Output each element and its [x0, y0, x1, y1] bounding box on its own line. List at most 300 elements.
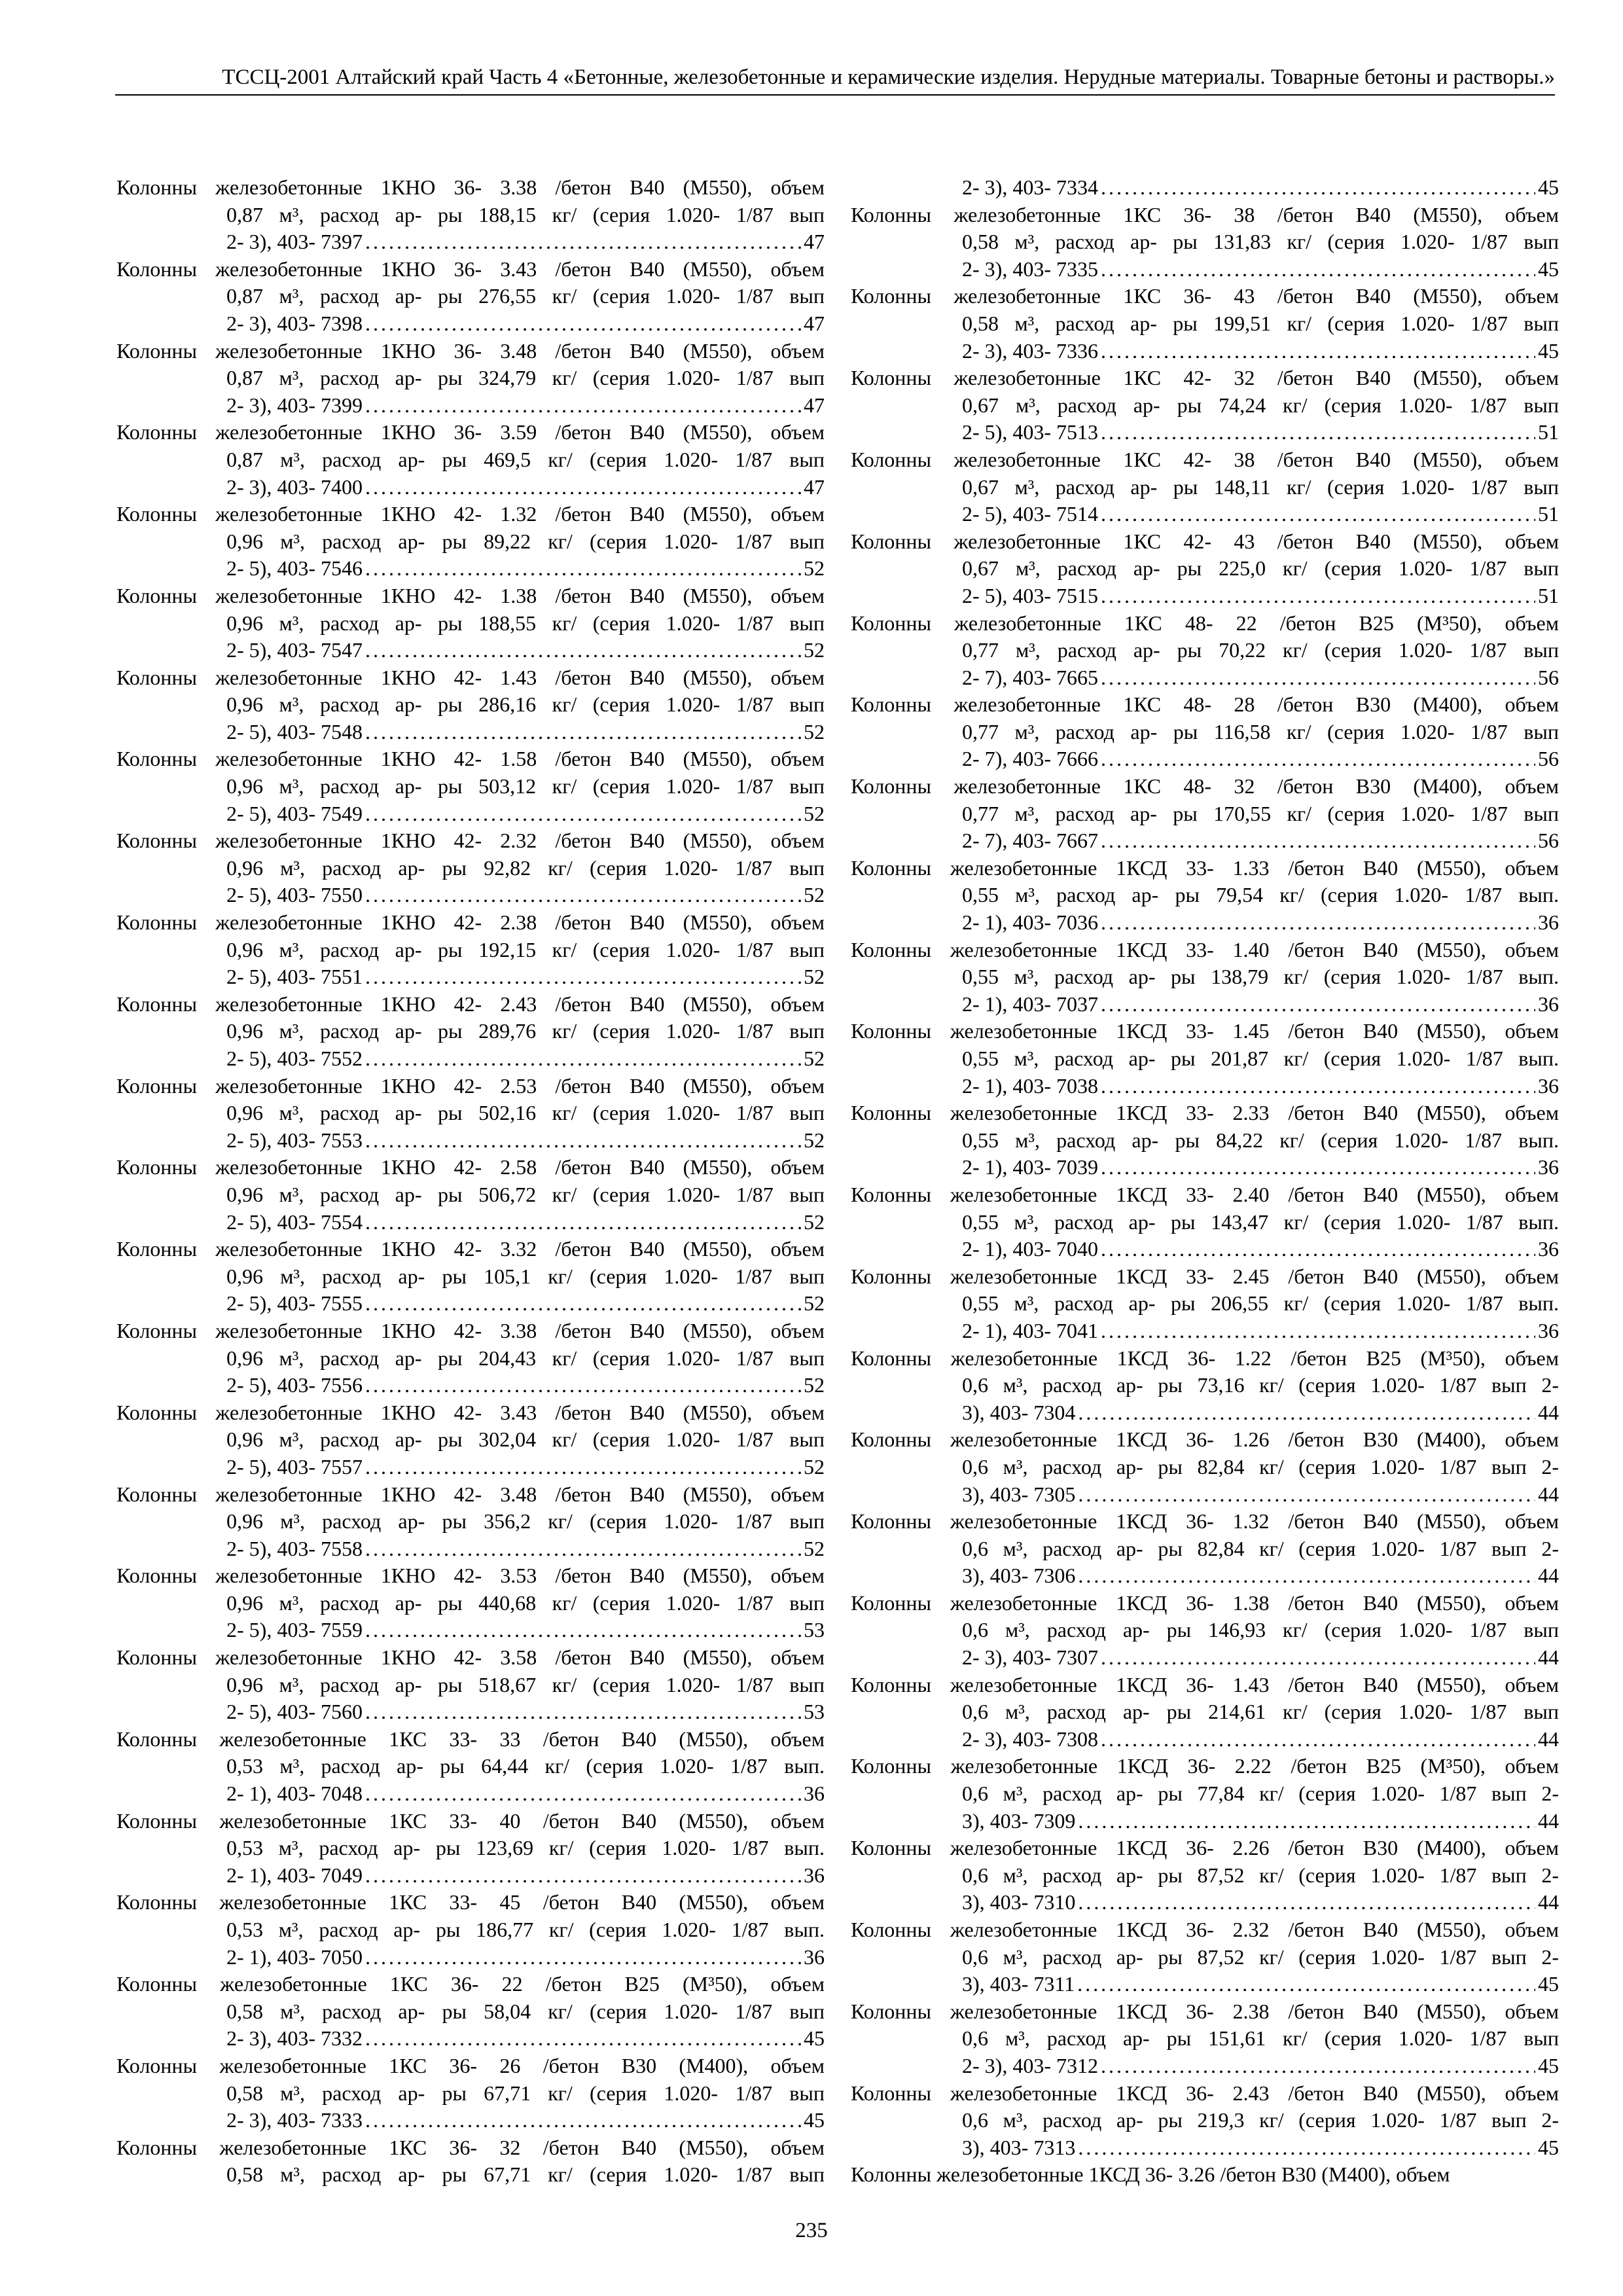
entry-reference: 3), 403- 7313	[962, 2135, 1076, 2159]
entry-reference-line	[851, 1971, 1559, 1998]
entry-reference-line	[116, 392, 825, 420]
entry-description: 0,96 м³, расход ар- ры 289,76 кг/ (серия 1.020- 1/87 вып	[226, 1019, 825, 1043]
entry-title: Колонны железобетонные 1КНО 36- 3.43 /бетон В40 (М550), объем	[116, 257, 825, 281]
entry-page-number: 45	[1538, 2053, 1559, 2077]
entry-page-number: 44	[1538, 1645, 1559, 1670]
dot-leader	[365, 1454, 801, 1481]
entry-reference-line	[116, 1290, 825, 1318]
index-entry	[116, 256, 825, 338]
entry-page-number: 52	[804, 638, 825, 662]
index-entry	[116, 991, 825, 1073]
index-entry	[116, 583, 825, 664]
page-number: 235	[795, 2219, 828, 2242]
entry-title: Колонны железобетонные 1КНО 42- 2.53 /бетон В40 (М550), объем	[116, 1073, 825, 1098]
entry-description: 0,6 м³, расход ар- ры 146,93 кг/ (серия 1.020- 1/87 вып	[962, 1618, 1559, 1642]
dot-leader	[1101, 419, 1535, 446]
entry-page-number: 44	[1538, 1400, 1559, 1424]
entry-description: 0,87 м³, расход ар- ры 276,55 кг/ (серия 1.020- 1/87 вып	[226, 284, 825, 308]
entry-title: Колонны железобетонные 1КНО 42- 3.48 /бетон В40 (М550), объем	[116, 1482, 825, 1506]
page-header	[115, 64, 1555, 96]
entry-title: Колонны железобетонные 1КНО 42- 1.58 /бетон В40 (М550), объем	[116, 747, 825, 771]
entry-description: 0,67 м³, расход ар- ры 74,24 кг/ (серия 1.020- 1/87 вып	[962, 393, 1559, 417]
header-title: ТССЦ-2001 Алтайский край Часть 4 «Бетонные, железобетонные и керамические изделия. Нерудные материалы. Товарные бетоны и растворы.»	[222, 65, 1555, 89]
entry-title: Колонны железобетонные 1КС 36- 38 /бетон В40 (М550), объем	[851, 202, 1559, 226]
entry-reference: 2- 3), 403- 7398	[226, 311, 363, 335]
entry-reference: 2- 5), 403- 7549	[226, 801, 363, 825]
entry-page-number: 45	[1538, 175, 1559, 199]
entry-title: Колонны железобетонные 1КСД 33- 1.33 /бетон В40 (М550), объем	[851, 855, 1559, 880]
entry-page-number: 52	[804, 1210, 825, 1234]
dot-leader	[365, 882, 801, 909]
dot-leader	[1101, 583, 1535, 610]
entry-page-number: 47	[804, 393, 825, 417]
entry-reference-line	[116, 719, 825, 746]
entry-reference: 2- 3), 403- 7308	[962, 1727, 1098, 1751]
entry-page-number: 52	[804, 1536, 825, 1560]
entry-page-number: 52	[804, 1373, 825, 1397]
index-entry	[851, 283, 1559, 365]
index-entry	[851, 1018, 1559, 1100]
entry-reference-line	[116, 1045, 825, 1073]
entry-reference-line	[851, 1808, 1559, 1835]
entry-reference-line	[116, 1127, 825, 1155]
entry-reference: 2- 3), 403- 7335	[962, 257, 1098, 281]
entry-page-number: 56	[1538, 665, 1559, 689]
entry-reference-line	[851, 1644, 1559, 1672]
index-entry	[851, 1916, 1559, 1998]
entry-page-number: 52	[804, 719, 825, 744]
entry-description: 0,55 м³, расход ар- ры 201,87 кг/ (серия 1.020- 1/87 вып.	[962, 1047, 1559, 1070]
index-entry	[116, 419, 825, 501]
entry-description: 0,96 м³, расход ар- ры 105,1 кг/ (серия 1.020- 1/87 вып	[226, 1264, 825, 1288]
dot-leader	[1101, 338, 1535, 365]
entry-page-number: 36	[804, 1863, 825, 1887]
entry-reference-line	[116, 800, 825, 828]
entry-title: Колонны железобетонные 1КСД 36- 2.26 /бетон В30 (М400), объем	[851, 1836, 1559, 1860]
entry-reference: 2- 7), 403- 7666	[962, 747, 1098, 771]
entry-title: Колонны железобетонные 1КС 33- 33 /бетон В40 (М550), объем	[116, 1727, 825, 1751]
index-entry	[851, 1426, 1559, 1508]
entry-page-number: 56	[1538, 747, 1559, 771]
entry-page-number: 45	[1538, 338, 1559, 363]
entry-reference: 2- 5), 403- 7560	[226, 1700, 363, 1724]
index-entry	[116, 1562, 825, 1644]
entry-description: 0,96 м³, расход ар- ры 89,22 кг/ (серия 1.020- 1/87 вып	[226, 529, 825, 553]
entry-description: 0,87 м³, расход ар- ры 469,5 кг/ (серия 1.020- 1/87 вып	[226, 447, 825, 471]
entry-description: 0,96 м³, расход ар- ры 440,68 кг/ (серия 1.020- 1/87 вып	[226, 1590, 825, 1615]
entry-reference: 2- 5), 403- 7514	[962, 502, 1098, 526]
entry-page-number: 45	[1538, 1972, 1559, 1996]
entry-reference-line	[116, 2107, 825, 2134]
entry-title: Колонны железобетонные 1КС 42- 32 /бетон В40 (М550), объем	[851, 366, 1559, 390]
entry-reference-line	[116, 1862, 825, 1890]
dot-leader	[365, 963, 801, 991]
entry-title: Колонны железобетонные 1КНО 42- 3.58 /бетон В40 (М550), объем	[116, 1645, 825, 1670]
entry-title: Колонны железобетонные 1КСД 36- 1.38 /бетон В40 (М550), объем	[851, 1590, 1559, 1615]
entry-description: 0,55 м³, расход ар- ры 79,54 кг/ (серия 1.020- 1/87 вып.	[962, 883, 1559, 907]
index-entry	[851, 773, 1559, 855]
entry-title: Колонны железобетонные 1КС 33- 45 /бетон В40 (М550), объем	[116, 1890, 825, 1914]
dot-leader	[1101, 1318, 1535, 1345]
entry-reference-line	[851, 419, 1559, 446]
index-entry	[851, 610, 1559, 692]
entry-title: Колонны железобетонные 1КНО 36- 3.59 /бетон В40 (М550), объем	[116, 420, 825, 444]
entry-reference: 3), 403- 7310	[962, 1890, 1076, 1914]
entry-description: 0,6 м³, расход ар- ры 82,84 кг/ (серия 1.020- 1/87 вып 2-	[962, 1536, 1559, 1560]
entry-reference: 3), 403- 7305	[962, 1482, 1076, 1506]
dot-leader	[1101, 1726, 1535, 1753]
entry-description: 0,96 м³, расход ар- ры 502,16 кг/ (серия 1.020- 1/87 вып	[226, 1101, 825, 1125]
entry-reference-line	[851, 991, 1559, 1018]
entry-reference-line	[851, 1236, 1559, 1263]
entry-reference-line	[851, 2134, 1559, 2162]
entry-description: 0,77 м³, расход ар- ры 70,22 кг/ (серия 1.020- 1/87 вып	[962, 638, 1559, 662]
entry-title: Колонны железобетонные 1КСД 33- 2.33 /бетон В40 (М550), объем	[851, 1101, 1559, 1125]
entry-title: Колонны железобетонные 1КС 42- 43 /бетон В40 (М550), объем	[851, 529, 1559, 553]
index-entry	[116, 827, 825, 909]
dot-leader	[365, 555, 801, 583]
entry-reference: 3), 403- 7311	[962, 1972, 1075, 1996]
entry-page-number: 51	[1538, 420, 1559, 444]
dot-leader	[1078, 1481, 1535, 1509]
entry-page-number: 44	[1538, 1482, 1559, 1506]
entry-reference-line	[851, 1481, 1559, 1509]
entry-reference: 2- 5), 403- 7546	[226, 556, 363, 581]
entry-page-number: 44	[1538, 1564, 1559, 1588]
entry-page-number: 51	[1538, 583, 1559, 607]
entry-page-number: 36	[804, 1945, 825, 1969]
entry-description: 0,6 м³, расход ар- ры 214,61 кг/ (серия 1.020- 1/87 вып	[962, 1700, 1559, 1724]
dot-leader	[1101, 745, 1535, 773]
index-entry	[116, 1481, 825, 1563]
entry-title: Колонны железобетонные 1КС 36- 32 /бетон В40 (М550), объем	[116, 2135, 825, 2159]
entry-reference: 2- 5), 403- 7555	[226, 1291, 363, 1316]
dot-leader	[365, 1535, 801, 1563]
entry-reference: 2- 7), 403- 7667	[962, 829, 1098, 853]
dot-leader	[365, 228, 801, 256]
entry-reference-line	[116, 882, 825, 909]
entry-reference: 2- 1), 403- 7040	[962, 1237, 1098, 1261]
entry-description: 0,53 м³, расход ар- ры 123,69 кг/ (серия 1.020- 1/87 вып.	[226, 1836, 825, 1860]
entry-description: 0,67 м³, расход ар- ры 225,0 кг/ (серия 1.020- 1/87 вып	[962, 556, 1559, 581]
index-entry	[851, 1998, 1559, 2080]
dot-leader	[365, 392, 801, 420]
index-entry	[851, 937, 1559, 1018]
entry-page-number: 45	[804, 2108, 825, 2132]
entry-description: 0,6 м³, расход ар- ры 219,3 кг/ (серия 1.020- 1/87 вып 2-	[962, 2108, 1559, 2132]
entry-title: Колонны железобетонные 1КСД 36- 2.32 /бетон В40 (М550), объем	[851, 1918, 1559, 1941]
entry-reference: 2- 5), 403- 7554	[226, 1210, 363, 1234]
dot-leader	[365, 1290, 801, 1318]
entry-description: 0,6 м³, расход ар- ры 87,52 кг/ (серия 1.020- 1/87 вып 2-	[962, 1863, 1559, 1887]
entry-title: Колонны железобетонные 1КСД 33- 2.45 /бетон В40 (М550), объем	[851, 1264, 1559, 1288]
entry-title: Колонны железобетонные 1КСД 36- 1.26 /бетон В30 (М400), объем	[851, 1427, 1559, 1452]
entry-reference: 2- 5), 403- 7548	[226, 719, 363, 744]
entry-reference: 2- 7), 403- 7665	[962, 665, 1098, 689]
index-entry	[851, 446, 1559, 528]
entry-reference-line	[116, 1454, 825, 1481]
entry-description: 0,96 м³, расход ар- ры 518,67 кг/ (серия 1.020- 1/87 вып	[226, 1672, 825, 1696]
entry-reference: 2- 3), 403- 7336	[962, 338, 1098, 363]
entry-title: Колонны железобетонные 1КСД 36- 1.22 /бетон В25 (М³50), объем	[851, 1346, 1559, 1370]
entry-title: Колонны железобетонные 1КС 36- 43 /бетон В40 (М550), объем	[851, 284, 1559, 308]
entry-reference: 2- 1), 403- 7041	[962, 1318, 1098, 1342]
entry-page-number: 44	[1538, 1808, 1559, 1833]
entry-title: Колонны железобетонные 1КНО 42- 3.53 /бетон В40 (М550), объем	[116, 1564, 825, 1588]
entry-description: 0,96 м³, расход ар- ры 92,82 кг/ (серия 1.020- 1/87 вып	[226, 855, 825, 880]
entry-page-number: 52	[804, 965, 825, 989]
entry-reference-line	[851, 501, 1559, 528]
entry-reference: 2- 3), 403- 7332	[226, 2026, 363, 2051]
entry-page-number: 45	[1538, 257, 1559, 281]
entry-page-number: 52	[804, 1047, 825, 1070]
index-entry	[851, 1100, 1559, 1181]
entry-reference: 2- 1), 403- 7036	[962, 910, 1098, 935]
entry-description: 0,53 м³, расход ар- ры 64,44 кг/ (серия 1.020- 1/87 вып.	[226, 1754, 825, 1778]
entry-title: Колонны железобетонные 1КНО 42- 2.32 /бетон В40 (М550), объем	[116, 829, 825, 853]
entry-reference-line	[851, 1154, 1559, 1181]
entry-page-number: 36	[804, 1782, 825, 1806]
entry-description: 0,6 м³, расход ар- ры 77,84 кг/ (серия 1.020- 1/87 вып 2-	[962, 1782, 1559, 1806]
entry-title: Колонны железобетонные 1КНО 42- 1.38 /бетон В40 (М550), объем	[116, 583, 825, 607]
entry-page-number: 44	[1538, 1890, 1559, 1914]
entry-reference: 2- 3), 403- 7400	[226, 475, 363, 499]
index-entry	[116, 501, 825, 583]
entry-reference-line	[851, 827, 1559, 855]
entry-reference-line	[116, 1698, 825, 1726]
entry-reference-line	[851, 745, 1559, 773]
entry-title: Колонны железобетонные 1КС 48- 22 /бетон В25 (М³50), объем	[851, 611, 1559, 635]
entry-reference: 2- 3), 403- 7307	[962, 1645, 1098, 1670]
entry-page-number: 52	[804, 883, 825, 907]
entry-page-number: 47	[804, 475, 825, 499]
entry-reference: 2- 1), 403- 7039	[962, 1155, 1098, 1179]
entry-title: Колонны железобетонные 1КСД 36- 1.32 /бетон В40 (М550), объем	[851, 1509, 1559, 1534]
entry-reference: 2- 3), 403- 7334	[962, 175, 1098, 199]
entry-reference-line	[116, 2025, 825, 2053]
index-entry	[851, 1835, 1559, 1916]
index-entry	[851, 1263, 1559, 1345]
dot-leader	[365, 719, 801, 746]
entry-page-number: 36	[1538, 992, 1559, 1016]
entry-title: Колонны железобетонные 1КСД 33- 1.45 /бетон В40 (М550), объем	[851, 1019, 1559, 1043]
dot-leader	[365, 2025, 801, 2053]
dot-leader	[1101, 501, 1535, 528]
entry-reference: 2- 1), 403- 7050	[226, 1945, 363, 1969]
entry-reference-line	[851, 1318, 1559, 1345]
entry-description: 0,96 м³, расход ар- ры 503,12 кг/ (серия 1.020- 1/87 вып	[226, 774, 825, 798]
entry-page-number: 47	[804, 311, 825, 335]
index-entry	[116, 1644, 825, 1726]
dot-leader	[1101, 2053, 1535, 2080]
entry-description: 0,55 м³, расход ар- ры 206,55 кг/ (серия 1.020- 1/87 вып.	[962, 1291, 1559, 1316]
entry-title: Колонны железобетонные 1КС 42- 38 /бетон В40 (М550), объем	[851, 447, 1559, 471]
entry-reference-line	[851, 664, 1559, 692]
entry-reference: 2- 5), 403- 7556	[226, 1373, 363, 1397]
entry-reference-line	[851, 1073, 1559, 1100]
entry-reference: 2- 1), 403- 7037	[962, 992, 1098, 1016]
dot-leader	[365, 637, 801, 664]
dot-leader	[1101, 1236, 1535, 1263]
index-entry	[851, 2161, 1559, 2189]
entry-reference: 3), 403- 7306	[962, 1564, 1076, 1588]
entry-reference-line	[851, 2053, 1559, 2080]
entry-description: 0,58 м³, расход ар- ры 67,71 кг/ (серия 1.020- 1/87 вып	[226, 2081, 825, 2105]
dot-leader	[365, 1617, 801, 1644]
index-entry	[851, 691, 1559, 773]
entry-page-number: 36	[1538, 1155, 1559, 1179]
entry-description: 0,6 м³, расход ар- ры 87,52 кг/ (серия 1.020- 1/87 вып 2-	[962, 1945, 1559, 1969]
index-entry	[116, 664, 825, 746]
index-entry	[116, 338, 825, 420]
dot-leader	[365, 1698, 801, 1726]
index-entry	[851, 1672, 1559, 1753]
entry-reference-line	[116, 555, 825, 583]
dot-leader	[365, 1209, 801, 1236]
entry-reference: 3), 403- 7309	[962, 1808, 1076, 1833]
entry-title: Колонны железобетонные 1КС 33- 40 /бетон В40 (М550), объем	[116, 1808, 825, 1833]
entry-reference-line	[116, 963, 825, 991]
dot-leader	[1078, 1399, 1535, 1427]
entry-reference-line	[116, 1372, 825, 1399]
entry-description: 0,55 м³, расход ар- ры 84,22 кг/ (серия 1.020- 1/87 вып.	[962, 1128, 1559, 1152]
index-entry	[851, 202, 1559, 283]
index-entry	[116, 1889, 825, 1971]
entry-reference-line	[116, 1535, 825, 1563]
dot-leader	[1078, 2134, 1535, 2162]
index-entry	[116, 2053, 825, 2134]
entry-reference-line	[851, 1889, 1559, 1916]
entry-description: 0,6 м³, расход ар- ры 73,16 кг/ (серия 1.020- 1/87 вып 2-	[962, 1373, 1559, 1397]
entry-title: Колонны железобетонные 1КНО 42- 1.32 /бетон В40 (М550), объем	[116, 502, 825, 526]
index-entry	[851, 365, 1559, 446]
entry-description: 0,77 м³, расход ар- ры 170,55 кг/ (серия 1.020- 1/87 вып	[962, 801, 1559, 825]
entry-description: 0,96 м³, расход ар- ры 188,55 кг/ (серия 1.020- 1/87 вып	[226, 611, 825, 635]
dot-leader	[1101, 1154, 1535, 1181]
entry-page-number: 52	[804, 1128, 825, 1152]
entry-reference: 2- 3), 403- 7333	[226, 2108, 363, 2132]
page-footer	[0, 2219, 1623, 2243]
dot-leader	[365, 1944, 801, 1971]
dot-leader	[1101, 256, 1535, 283]
entry-page-number: 52	[804, 1454, 825, 1479]
entry-reference-line	[116, 228, 825, 256]
dot-leader	[365, 1372, 801, 1399]
index-entry	[116, 1318, 825, 1399]
entry-description: 0,58 м³, расход ар- ры 199,51 кг/ (серия 1.020- 1/87 вып	[962, 311, 1559, 335]
entry-title: Колонны железобетонные 1КНО 42- 2.43 /бетон В40 (М550), объем	[116, 992, 825, 1016]
entry-reference-line	[116, 310, 825, 338]
entry-description: 0,87 м³, расход ар- ры 188,15 кг/ (серия 1.020- 1/87 вып	[226, 202, 825, 226]
entry-reference: 2- 5), 403- 7559	[226, 1618, 363, 1642]
entry-page-number: 36	[1538, 910, 1559, 935]
entry-reference-line	[851, 1726, 1559, 1753]
entry-reference-line	[116, 474, 825, 501]
entry-reference: 3), 403- 7304	[962, 1400, 1076, 1424]
entry-title: Колонны железобетонные 1КНО 36- 3.38 /бетон В40 (М550), объем	[116, 175, 825, 199]
entry-reference: 2- 1), 403- 7038	[962, 1073, 1098, 1098]
dot-leader	[1101, 909, 1535, 937]
entry-description: 0,55 м³, расход ар- ры 138,79 кг/ (серия 1.020- 1/87 вып.	[962, 965, 1559, 989]
entry-page-number: 53	[804, 1700, 825, 1724]
entry-description: 0,58 м³, расход ар- ры 131,83 кг/ (серия 1.020- 1/87 вып	[962, 230, 1559, 254]
dot-leader	[365, 2107, 801, 2134]
entry-reference-line	[851, 583, 1559, 610]
index-entry	[116, 1073, 825, 1155]
entry-title: Колонны железобетонные 1КСД 36- 2.22 /бетон В25 (М³50), объем	[851, 1754, 1559, 1778]
index-entry	[116, 1236, 825, 1318]
dot-leader	[365, 1862, 801, 1890]
entry-reference: 2- 5), 403- 7547	[226, 638, 363, 662]
entry-title: Колонны железобетонные 1КСД 33- 1.40 /бетон В40 (М550), объем	[851, 937, 1559, 961]
entry-description: 0,96 м³, расход ар- ры 192,15 кг/ (серия 1.020- 1/87 вып	[226, 937, 825, 961]
entry-reference-line	[851, 909, 1559, 937]
entry-page-number: 45	[804, 2026, 825, 2051]
dot-leader	[1101, 1073, 1535, 1100]
entry-title: Колонны железобетонные 1КС 36- 22 /бетон В25 (М³50), объем	[116, 1972, 825, 1996]
entry-title: Колонны железобетонные 1КСД 33- 2.40 /бетон В40 (М550), объем	[851, 1182, 1559, 1206]
entry-reference: 2- 5), 403- 7515	[962, 583, 1098, 607]
entry-page-number: 36	[1538, 1073, 1559, 1098]
dot-leader	[1101, 827, 1535, 855]
dot-leader	[365, 310, 801, 338]
entry-reference: 2- 5), 403- 7552	[226, 1047, 363, 1070]
entry-description: 0,6 м³, расход ар- ры 151,61 кг/ (серия 1.020- 1/87 вып	[962, 2026, 1559, 2051]
dot-leader	[1078, 1808, 1535, 1835]
entry-description: 0,58 м³, расход ар- ры 67,71 кг/ (серия 1.020- 1/87 вып	[226, 2162, 825, 2187]
entry-page-number: 36	[1538, 1318, 1559, 1342]
entry-description: 0,67 м³, расход ар- ры 148,11 кг/ (серия 1.020- 1/87 вып	[962, 475, 1559, 499]
index-entry	[851, 855, 1559, 937]
entry-title: Колонны железобетонные 1КСД 36- 3.26 /бетон В30 (М400), объем	[851, 2162, 1450, 2187]
entry-title: Колонны железобетонные 1КНО 36- 3.48 /бетон В40 (М550), объем	[116, 338, 825, 363]
index-entry	[851, 1181, 1559, 1263]
index-entry	[851, 2080, 1559, 2162]
index-entry	[851, 1753, 1559, 1835]
entry-reference-line	[116, 1780, 825, 1808]
entry-description: 0,87 м³, расход ар- ры 324,79 кг/ (серия 1.020- 1/87 вып	[226, 366, 825, 390]
entry-page-number: 52	[804, 556, 825, 581]
dot-leader	[1078, 1562, 1535, 1590]
dot-leader	[365, 1780, 801, 1808]
entry-title: Колонны железобетонные 1КСД 36- 2.38 /бетон В40 (М550), объем	[851, 1999, 1559, 2023]
entry-description: 0,58 м³, расход ар- ры 58,04 кг/ (серия 1.020- 1/87 вып	[226, 1999, 825, 2023]
dot-leader	[365, 474, 801, 501]
entry-page-number: 53	[804, 1618, 825, 1642]
entry-title: Колонны железобетонные 1КНО 42- 3.38 /бетон В40 (М550), объем	[116, 1318, 825, 1342]
entry-reference-line	[851, 1562, 1559, 1590]
entry-reference: 2- 5), 403- 7551	[226, 965, 363, 989]
entry-description: 0,6 м³, расход ар- ры 82,84 кг/ (серия 1.020- 1/87 вып 2-	[962, 1454, 1559, 1479]
entry-title: Колонны железобетонные 1КНО 42- 3.32 /бетон В40 (М550), объем	[116, 1237, 825, 1261]
index-entry	[851, 528, 1559, 610]
entry-page-number: 45	[1538, 2135, 1559, 2159]
entry-reference-line	[851, 338, 1559, 365]
index-entry	[116, 1154, 825, 1236]
entry-description: 0,96 м³, расход ар- ры 302,04 кг/ (серия 1.020- 1/87 вып	[226, 1427, 825, 1452]
entry-description: 0,96 м³, расход ар- ры 356,2 кг/ (серия 1.020- 1/87 вып	[226, 1509, 825, 1534]
entry-title: Колонны железобетонные 1КСД 36- 2.43 /бетон В40 (М550), объем	[851, 2081, 1559, 2105]
entry-description: 0,77 м³, расход ар- ры 116,58 кг/ (серия 1.020- 1/87 вып	[962, 719, 1559, 744]
dot-leader	[365, 1045, 801, 1073]
entry-reference-line	[116, 1944, 825, 1971]
entry-reference: 2- 5), 403- 7558	[226, 1536, 363, 1560]
entry-description: 0,55 м³, расход ар- ры 143,47 кг/ (серия 1.020- 1/87 вып.	[962, 1210, 1559, 1234]
entry-reference-line	[851, 174, 1559, 202]
entry-description: 0,96 м³, расход ар- ры 506,72 кг/ (серия 1.020- 1/87 вып	[226, 1182, 825, 1206]
index-entry	[851, 1590, 1559, 1672]
entry-reference-line	[851, 256, 1559, 283]
